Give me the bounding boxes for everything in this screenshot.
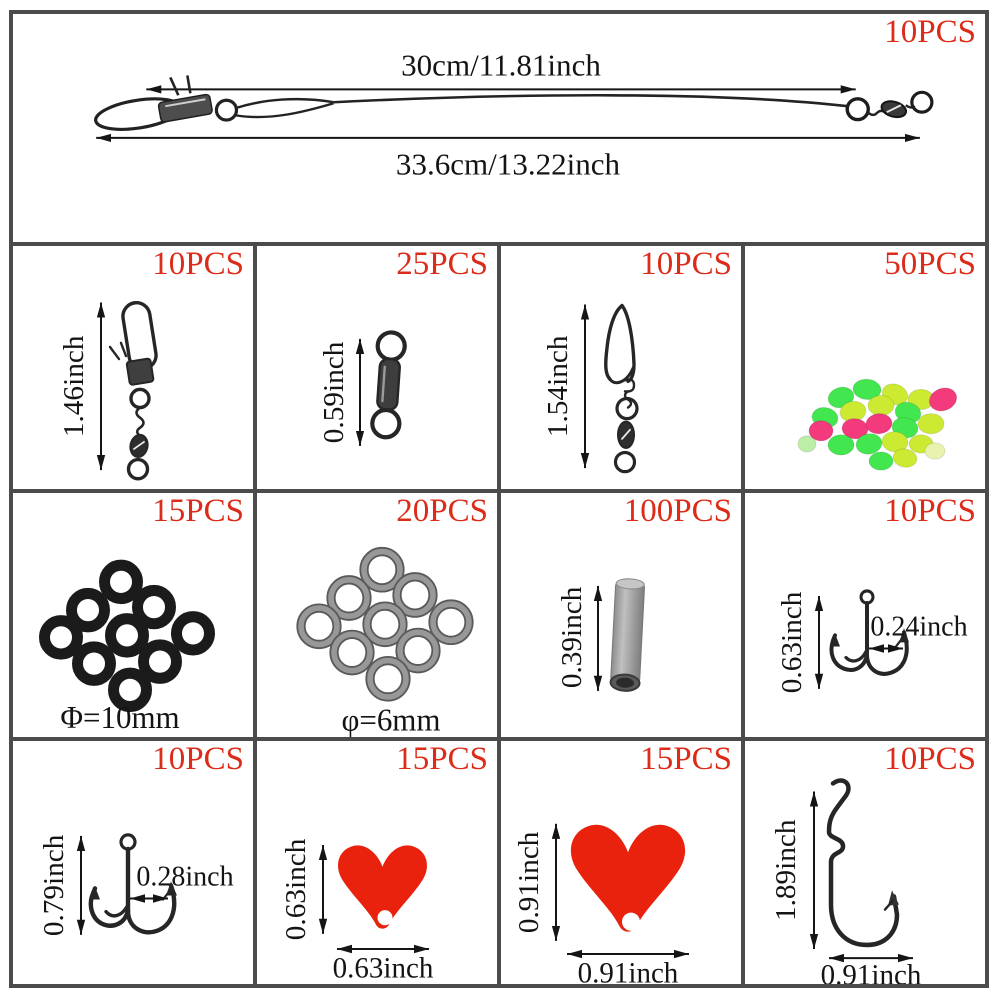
cell-crimp-tubes [499, 491, 743, 738]
bead [809, 421, 833, 441]
bead [918, 414, 944, 434]
qty-label: 25PCS [396, 246, 488, 282]
length-label: 0.91inch [513, 831, 545, 933]
cell-treble-hook-small [743, 491, 987, 738]
qty-label: 15PCS [152, 493, 244, 530]
length-label: 1.46inch [58, 335, 90, 438]
cell-rolling-swivel [255, 244, 499, 491]
dim-outer-label: 33.6cm/13.22inch [395, 146, 621, 182]
bead [865, 412, 893, 434]
coastlock-drawing [606, 306, 637, 472]
length-label: 0.79inch [38, 834, 70, 936]
length-label: 0.39inch [556, 586, 588, 689]
cell-interlock-snap-swivel [11, 244, 255, 491]
cell-coastlock-snap-swivel [499, 244, 743, 491]
cell-o-rings [11, 491, 255, 738]
bead [868, 395, 894, 415]
split-ring [330, 631, 373, 675]
width-label: 0.91inch [820, 958, 922, 984]
qty-label: 15PCS [396, 740, 488, 777]
wide-gap-hook-drawing [829, 780, 899, 944]
cell-wide-gap-hook [743, 739, 987, 986]
grid-frame [9, 10, 989, 988]
snap-swivel-drawing [110, 301, 158, 479]
qty-label: 15PCS [640, 740, 732, 777]
qty-label: 10PCS [884, 493, 976, 530]
o-ring [144, 645, 177, 678]
qty-label: 100PCS [623, 493, 732, 530]
size-label: Φ=10mm [60, 700, 180, 736]
o-ring [138, 591, 171, 624]
blade-hole [622, 912, 640, 930]
leader-left-snap [94, 75, 237, 134]
split-ring-set [297, 548, 472, 701]
cell-split-rings [255, 491, 499, 738]
cell-blade-small [255, 739, 499, 986]
bead-cluster [798, 378, 960, 470]
gap-label: 0.28inch [136, 860, 234, 893]
o-ring-set [45, 566, 210, 707]
cell-treble-hook-large [11, 739, 255, 986]
qty-label: 10PCS [152, 246, 244, 282]
length-label: 0.59inch [318, 341, 350, 444]
cell-blade-large [499, 739, 743, 986]
length-label: 0.63inch [776, 591, 808, 694]
cell-luminous-beads [743, 244, 987, 491]
blade-hole [378, 910, 393, 925]
qty-label: 10PCS [884, 740, 976, 777]
qty-label: 50PCS [884, 246, 976, 282]
length-label: 1.54inch [542, 335, 574, 438]
qty-label: 20PCS [396, 493, 488, 530]
size-label: φ=6mm [341, 702, 441, 737]
split-ring [366, 657, 409, 701]
bead [926, 384, 960, 415]
o-ring [45, 621, 78, 654]
qty-label: 10PCS [640, 246, 732, 282]
bead [869, 452, 893, 470]
qty-label: 10PCS [152, 740, 244, 777]
leader-graphic [13, 14, 985, 242]
crimp-tube-drawing [610, 578, 645, 691]
bead [828, 435, 854, 455]
o-ring [111, 619, 144, 652]
o-ring [177, 617, 210, 650]
length-label: 1.89inch [770, 819, 802, 921]
gap-label: 0.24inch [870, 611, 968, 643]
o-ring [78, 647, 111, 680]
o-ring [105, 566, 138, 599]
rolling-swivel-drawing [371, 332, 405, 439]
qty-label: 10PCS [884, 14, 976, 50]
dim-inner-label: 30cm/11.81inch [401, 47, 601, 83]
leader-right-swivel [847, 92, 932, 119]
width-label: 0.63inch [332, 951, 434, 984]
length-label: 0.63inch [280, 838, 312, 940]
width-label: 0.91inch [577, 956, 679, 984]
cell-leader [11, 12, 987, 244]
bead [925, 443, 945, 459]
